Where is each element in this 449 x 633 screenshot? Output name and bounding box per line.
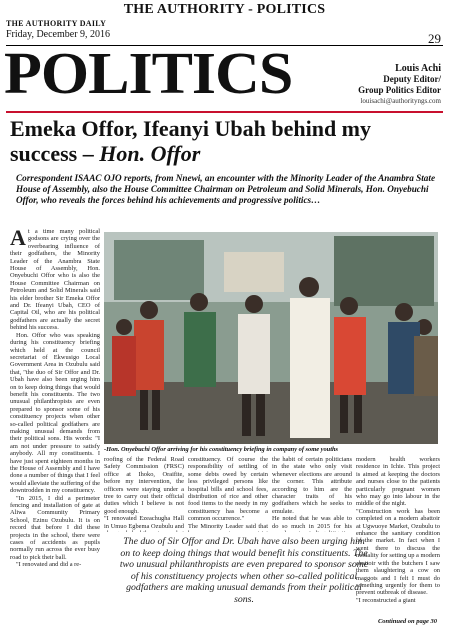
col1-paragraph-3: "In 2015, I did a perimeter fencing and installation of gate at Aliwa Community Primary School, Ezinu Ozubulu. It is on record that before I did these projects in the school, there were cases of accidents as pupils normally run across the ever busy road to pick their ball.	[10, 494, 100, 561]
col4-text: the habit of certain politicians in the state who only visit whenever elections are around the corner. This attribute according to him are the character traits of his godfathers which he seeks to emulate. He noted that he was able to do so much in 2015 for his	[272, 456, 352, 530]
col2-text: roofing of the Federal Road Safety Commission (FRSC) office at Ihoko, Oraifite, before my intervention, the officers were staying under a tree to carry out their official duties which I believe is not good enough. "I renovated Ezeachugha Hall in Umuo Egbema Ozubulu and	[104, 456, 184, 530]
issue-date: Friday, December 9, 2016	[6, 29, 111, 40]
continued-note[interactable]: Continued on page 30	[377, 618, 437, 625]
drop-cap: A	[10, 228, 26, 250]
paper-name: THE AUTHORITY DAILY	[6, 19, 107, 28]
editor-name: Louis Achi	[395, 63, 441, 74]
editor-email[interactable]: louisachi@authorityngs.com	[360, 97, 441, 105]
article-column-4	[272, 456, 352, 532]
article-column-2	[104, 456, 184, 532]
editor-credit	[358, 63, 441, 107]
section-title: POLITICS	[4, 41, 293, 107]
col3-text: constituency. Of course the responsibility of settling of some debts owed by certain less privileged persons like hospital bills and school fees, distribution of rice and other food items to the needy in my constituency has become a common occurrence." The Minority Leader said that	[188, 456, 268, 530]
page-number: 29	[428, 31, 441, 46]
running-title: THE AUTHORITY - POLITICS	[123, 2, 326, 17]
article-intro: Correspondent ISAAC OJO reports, from Nnewi, an encounter with the Minority Leader of the Anambra State House of Assembly, also the House Committee Chairman on Petroleum and Solid Minerals, Hon. Onyebuchi Offor, who reveals the forces behind his achievements and progressive politics…	[16, 173, 436, 205]
headline-speaker: Hon. Offor	[99, 141, 201, 166]
headline	[10, 116, 442, 166]
headline-text: Emeka Offor, Ifeanyi Ubah behind my success –	[10, 116, 372, 166]
col5-text: modern health workers residence in Ichie. This project is aimed at keeping the doctors and nurses close to the patients particularly pregnant women who may go into labour in the middle of the night. "Construction work has been completed on a modern abattoir at Ugwuoye Market, Ozubulu to enhance the sanitary condition of the market. In fact when I went there to discuss the modality for setting up a modern abattoir with the butchers I saw them slaughtering a cow on maggots and I felt I must do something urgently for them to prevent outbreak of disease. "I reconstructed a giant	[356, 456, 440, 604]
article-column-1	[10, 228, 100, 623]
col1-paragraph-4: "I renovated and did a re-	[16, 561, 82, 569]
crowd-photo-illustration	[104, 232, 438, 444]
pull-quote: The duo of Sir Offor and Dr. Ubah have also been urging him on to keep doing things that would benefit his constituents. The two unusual philanthropists are even prepared to sponsor some of his constituency projects when other so-called political godfathers are making unusual demands from their political sons.	[119, 536, 369, 605]
col1-paragraph-1: t a time many political godsons are crying over the overbearing influence of their godfathers, the Minority Leader of the Anambra State House of Assembly, Hon. Onyebuchi Offor who is also the House Committee Chairman on Petroleum and Solid Minerals said his elder brother Sir Emeka Offor and Dr. Ifeanyi Ubah, CEO of Capital Oil, who are his political godfathers are actually the secret behind his success.	[10, 228, 100, 332]
col1-paragraph-2: Hon. Offor who was speaking during his constituency briefing which held at the council secretariat of Ekwusigo Local Government Area in Ozubulu said that, "the duo of Sir Offor and Dr. Ubah have also been urging him on to keep doing things that would benefit his constituents. The two unusual philanthropists are even prepared to sponsor some of his constituency projects when other so-called political godfathers are making unusual demands from their political sons. His words: "I am not under pressure to satisfy anybody. All my constituents. I have just spent eighteen months in the House of Assembly and I have done a number of things that I feel would alleviate the suffering of the downtrodden in my constituency.	[10, 331, 100, 495]
editor-role-1: Deputy Editor/	[383, 74, 441, 84]
section-rule	[6, 111, 443, 113]
photo-caption: -Hon. Onyebuchi Offor arriving for his constituency briefing in company of some youths	[104, 446, 339, 453]
article-photo	[104, 232, 438, 444]
article-column-3	[188, 456, 268, 532]
editor-role-2: Group Politics Editor	[358, 85, 441, 95]
